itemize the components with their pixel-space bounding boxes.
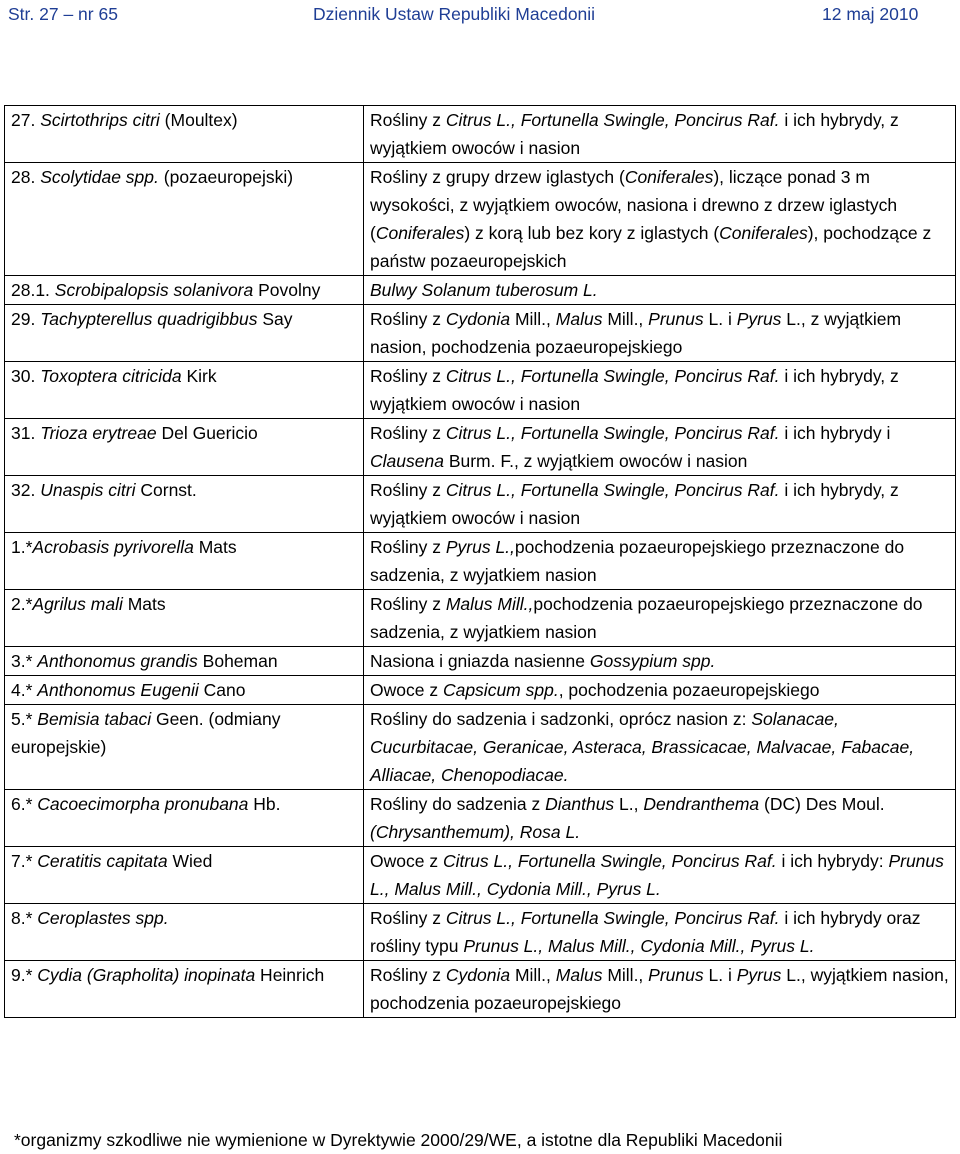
text-run: 7.* [11, 851, 38, 871]
italic-text: Bulwy Solanum tuberosum L. [370, 280, 598, 300]
italic-text: Citrus L., Fortunella Swingle, Poncirus Raf. [445, 110, 780, 130]
table-row [5, 163, 956, 276]
italic-text: Coniferales [624, 167, 714, 187]
italic-text: Agrilus mali [32, 594, 123, 614]
italic-text: Bemisia tabaci [37, 709, 152, 729]
italic-text: Pyrus [736, 309, 782, 329]
text-run: pochodzenia pozaeuropejskiego przeznaczone do sadzenia, z wyjatkiem nasion [370, 594, 923, 642]
table-row [5, 362, 956, 419]
text-run: Owoce z [370, 680, 443, 700]
italic-text: Anthonomus Eugenii [37, 680, 199, 700]
host-description-cell [364, 106, 956, 163]
italic-text: Cydonia [445, 309, 511, 329]
text-run: Geen. (odmiany europejskie) [11, 709, 281, 757]
pest-name-cell [5, 647, 364, 676]
host-description-cell [364, 790, 956, 847]
italic-text: Dendranthema [643, 794, 760, 814]
text-run: 6.* [11, 794, 38, 814]
text-run: (DC) Des Moul. [759, 794, 885, 814]
italic-text: Citrus L., Fortunella Swingle, Poncirus Raf. [442, 851, 777, 871]
text-run: i ich hybrydy, z wyjątkiem owoców i nasion [370, 480, 899, 528]
host-description-cell [364, 590, 956, 647]
table-row [5, 904, 956, 961]
text-run: Rośliny z [370, 965, 446, 985]
text-run: Del Guericio [156, 423, 258, 443]
italic-text: Malus Mill., [445, 594, 534, 614]
italic-text: Trioza erytreae [40, 423, 157, 443]
host-description-cell [364, 305, 956, 362]
italic-text: Pyrus [736, 965, 782, 985]
host-description-cell [364, 419, 956, 476]
text-run: Hb. [248, 794, 281, 814]
text-run: 2.* [11, 594, 33, 614]
text-run: 31. [11, 423, 41, 443]
host-description-cell [364, 276, 956, 305]
host-description-cell [364, 533, 956, 590]
text-run: Mats [193, 537, 237, 557]
pest-name-cell [5, 362, 364, 419]
italic-text: Prunus L., Malus Mill., Cydonia Mill., Pyrus L. [463, 936, 815, 956]
text-run: 32. [11, 480, 41, 500]
italic-text: Citrus L., Fortunella Swingle, Poncirus Raf. [445, 908, 780, 928]
pest-name-cell [5, 106, 364, 163]
table-row [5, 276, 956, 305]
pest-name-cell [5, 904, 364, 961]
italic-text: Capsicum spp. [442, 680, 559, 700]
pest-name-cell [5, 419, 364, 476]
italic-text: Solanacae, Cucurbitacae, Geranicae, Asteraca, Brassicacae, Malvacae, Fabacae, Alliacae, Chenopodiacae. [370, 709, 915, 785]
table-row [5, 961, 956, 1018]
text-run: Wied [167, 851, 213, 871]
text-run: Rośliny do sadzenia z [370, 794, 546, 814]
table-row [5, 419, 956, 476]
text-run: 30. [11, 366, 41, 386]
text-run: Povolny [253, 280, 321, 300]
table-row [5, 676, 956, 705]
italic-text: Citrus L., Fortunella Swingle, Poncirus Raf. [445, 366, 780, 386]
italic-text: Coniferales [719, 223, 808, 243]
italic-text: Scrobipalopsis solanivora [54, 280, 254, 300]
pest-name-cell [5, 590, 364, 647]
footnote: *organizmy szkodliwe nie wymienione w Dyrektywie 2000/29/WE, a istotne dla Republiki Macedonii [14, 1130, 783, 1150]
text-run: Heinrich [255, 965, 325, 985]
text-run: Burm. F., z wyjątkiem owoców i nasion [443, 451, 748, 471]
pest-name-cell [5, 276, 364, 305]
text-run: 28. [11, 167, 41, 187]
text-run: 3.* [11, 651, 38, 671]
text-run: 1.* [11, 537, 33, 557]
text-run: Nasiona i gniazda nasienne [370, 651, 590, 671]
text-run: Mill., [602, 965, 649, 985]
text-run: (Moultex) [159, 110, 238, 130]
host-description-cell [364, 647, 956, 676]
italic-text: Clausena [370, 451, 444, 471]
italic-text: Prunus [648, 965, 704, 985]
text-run: L., z wyjątkiem nasion, pochodzenia pozaeuropejskiego [370, 309, 902, 357]
text-run: i ich hybrydy: [776, 851, 889, 871]
italic-text: Malus [555, 965, 603, 985]
text-run: Boheman [197, 651, 278, 671]
host-description-cell [364, 904, 956, 961]
text-run: L., wyjątkiem nasion, pochodzenia pozaeuropejskiego [370, 965, 949, 1013]
text-run: (pozaeuropejski) [158, 167, 294, 187]
text-run: 9.* [11, 965, 38, 985]
pest-name-cell [5, 305, 364, 362]
text-run: 28.1. [11, 280, 55, 300]
text-run: , pochodzenia pozaeuropejskiego [558, 680, 820, 700]
text-run: ) z korą lub bez kory z iglastych ( [464, 223, 720, 243]
pest-name-cell [5, 163, 364, 276]
table-row [5, 533, 956, 590]
text-run: i ich hybrydy oraz rośliny typu [370, 908, 921, 956]
pest-table [4, 105, 956, 1018]
pest-name-cell [5, 961, 364, 1018]
text-run: Rośliny z grupy drzew iglastych ( [370, 167, 625, 187]
table-row [5, 590, 956, 647]
text-run: Owoce z [370, 851, 443, 871]
italic-text: Scirtothrips citri [40, 110, 160, 130]
pest-name-cell [5, 533, 364, 590]
italic-text: Malus [555, 309, 603, 329]
pest-name-cell [5, 847, 364, 904]
italic-text: Gossypium spp. [589, 651, 716, 671]
host-description-cell [364, 676, 956, 705]
table-row [5, 106, 956, 163]
italic-text: Citrus L., Fortunella Swingle, Poncirus Raf. [445, 423, 780, 443]
table-row [5, 790, 956, 847]
italic-text: Ceratitis capitata [37, 851, 168, 871]
text-run: Mill., [510, 965, 556, 985]
host-description-cell [364, 705, 956, 790]
italic-text: Cacoecimorpha pronubana [37, 794, 249, 814]
text-run: Mill., [510, 309, 556, 329]
italic-text: Dianthus [545, 794, 615, 814]
italic-text: Cydia (Grapholita) inopinata [37, 965, 256, 985]
text-run: Rośliny z [370, 309, 446, 329]
text-run: Rośliny z [370, 480, 446, 500]
host-description-cell [364, 847, 956, 904]
page-number: Str. 27 – nr 65 [8, 4, 118, 24]
page-header [0, 0, 960, 28]
host-description-cell [364, 476, 956, 533]
text-run: Rośliny do sadzenia i sadzonki, oprócz nasion z: [370, 709, 752, 729]
text-run: Cornst. [135, 480, 197, 500]
text-run: Rośliny z [370, 110, 446, 130]
text-run: 5.* [11, 709, 38, 729]
issue-date: 12 maj 2010 [822, 4, 919, 24]
table-row [5, 705, 956, 790]
italic-text: Toxoptera citricida [40, 366, 182, 386]
pest-name-cell [5, 705, 364, 790]
pest-name-cell [5, 476, 364, 533]
italic-text: Prunus [648, 309, 704, 329]
italic-text: Ceroplastes spp. [37, 908, 169, 928]
text-run: Say [257, 309, 293, 329]
journal-title: Dziennik Ustaw Republiki Macedonii [313, 4, 596, 24]
text-run: i ich hybrydy i [779, 423, 891, 443]
table-row [5, 305, 956, 362]
text-run: Rośliny z [370, 423, 446, 443]
text-run: L. i [703, 309, 737, 329]
pest-name-cell [5, 676, 364, 705]
text-run: pochodzenia pozaeuropejskiego przeznaczone do sadzenia, z wyjatkiem nasion [370, 537, 905, 585]
text-run: ), liczące ponad 3 m wysokości, z wyjątkiem owoców, nasiona i drewno z drzew iglastych ( [370, 167, 898, 243]
text-run: Mats [122, 594, 166, 614]
text-run: Rośliny z [370, 594, 446, 614]
italic-text: Prunus L., Malus Mill., Cydonia Mill., Pyrus L. [370, 851, 944, 899]
text-run: Rośliny z [370, 908, 446, 928]
table-row [5, 847, 956, 904]
text-run: 27. [11, 110, 41, 130]
host-description-cell [364, 163, 956, 276]
text-run: Rośliny z [370, 366, 446, 386]
italic-text: Coniferales [375, 223, 465, 243]
italic-text: Pyrus L., [445, 537, 515, 557]
text-run: L., [614, 794, 644, 814]
text-run: 8.* [11, 908, 38, 928]
host-description-cell [364, 961, 956, 1018]
table-row [5, 647, 956, 676]
italic-text: Unaspis citri [40, 480, 136, 500]
text-run: Rośliny z [370, 537, 446, 557]
pest-name-cell [5, 790, 364, 847]
text-run: Kirk [181, 366, 217, 386]
text-run: Mill., [602, 309, 649, 329]
text-run: L. i [703, 965, 737, 985]
italic-text: Cydonia [445, 965, 511, 985]
text-run: i ich hybrydy, z wyjątkiem owoców i nasion [370, 110, 899, 158]
italic-text: Tachypterellus quadrigibbus [40, 309, 258, 329]
italic-text: Anthonomus grandis [37, 651, 198, 671]
table-row [5, 476, 956, 533]
italic-text: Citrus L., Fortunella Swingle, Poncirus Raf. [445, 480, 780, 500]
text-run: Cano [198, 680, 246, 700]
host-description-cell [364, 362, 956, 419]
italic-text: Scolytidae spp. [40, 167, 159, 187]
text-run: i ich hybrydy, z wyjątkiem owoców i nasion [370, 366, 899, 414]
text-run: ), pochodzące z państw pozaeuropejskich [370, 223, 932, 271]
italic-text: (Chrysanthemum), Rosa L. [370, 822, 581, 842]
italic-text: Acrobasis pyrivorella [32, 537, 194, 557]
text-run: 29. [11, 309, 41, 329]
text-run: 4.* [11, 680, 38, 700]
